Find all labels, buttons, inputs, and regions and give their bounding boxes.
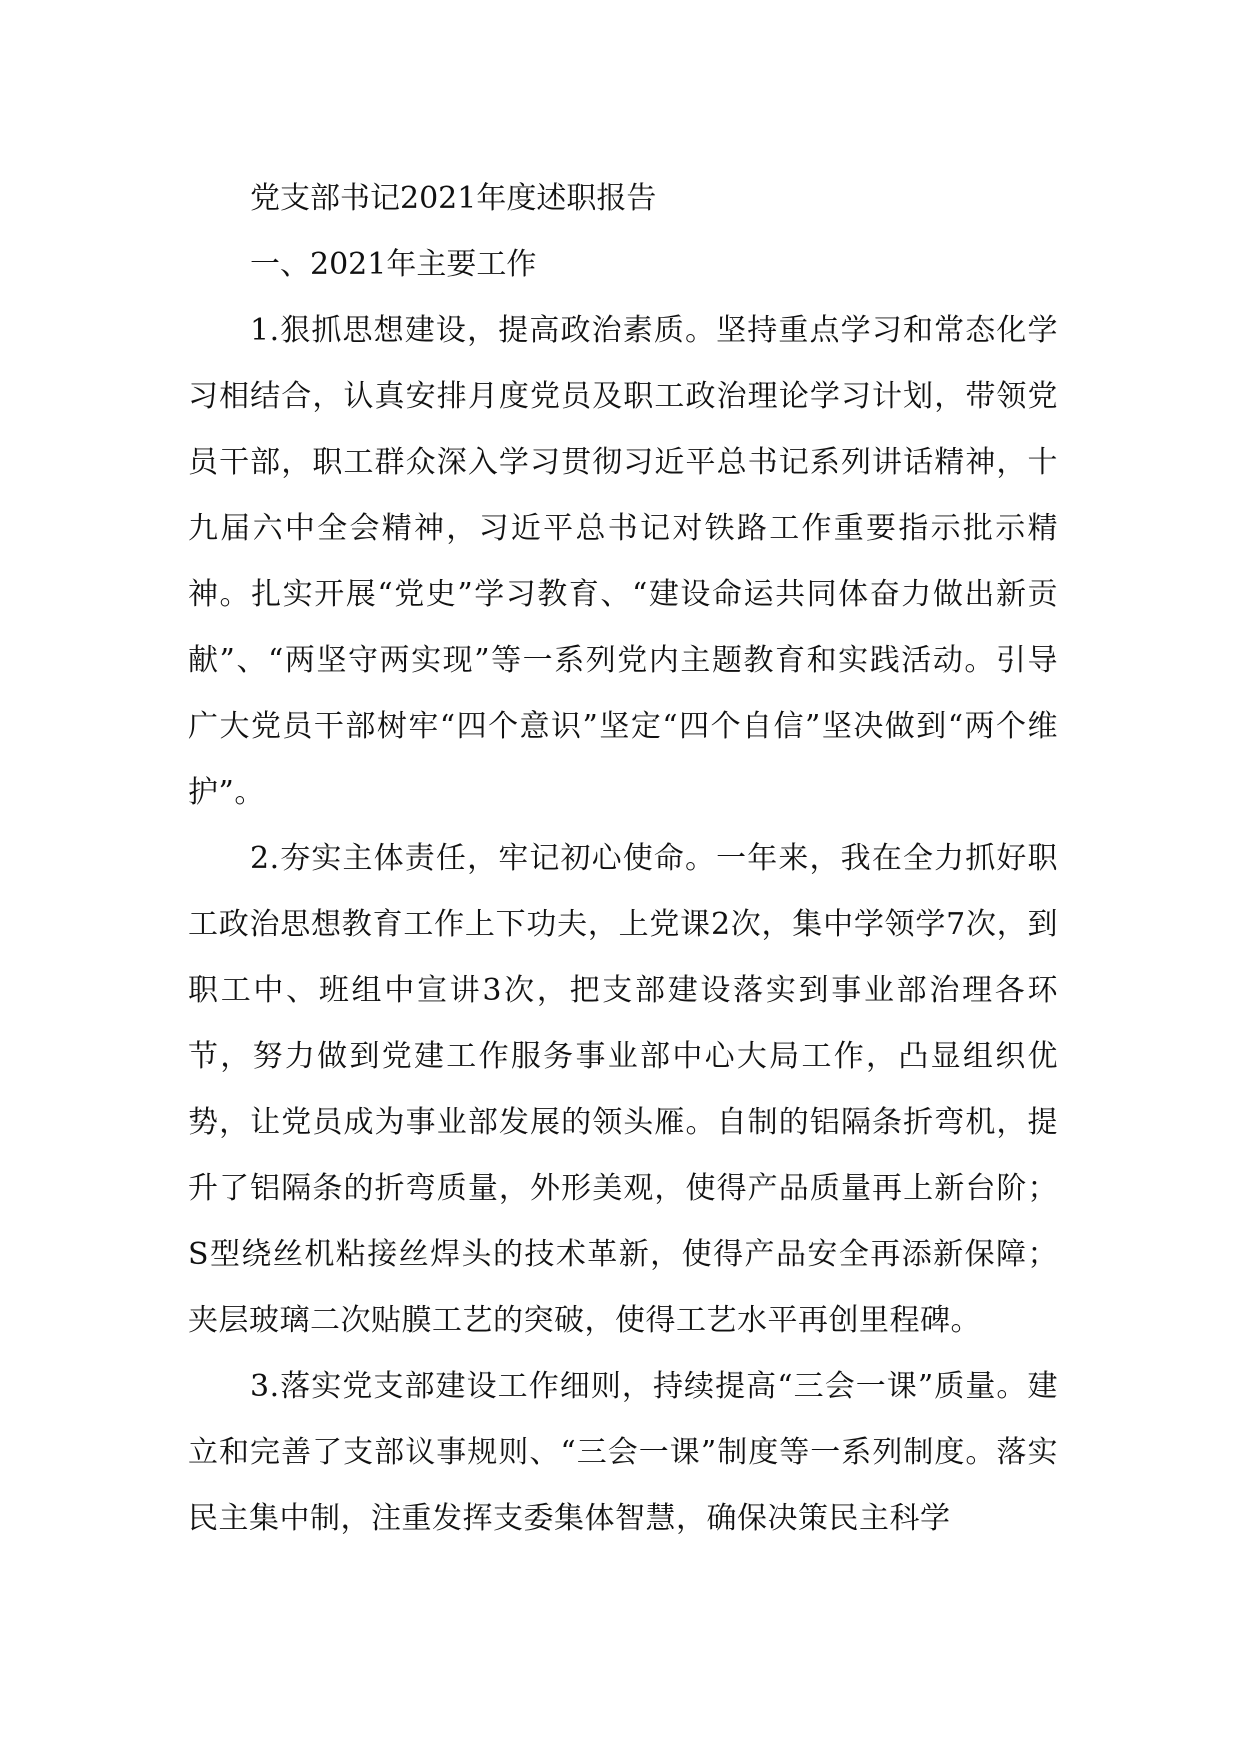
document-body [188,166,1058,1552]
paragraph-2: 2.夯实主体责任，牢记初心使命。一年来，我在全力抓好职工政治思想教育工作上下功夫，上党课2次，集中学领学7次，到职工中、班组中宣讲3次，把支部建设落实到事业部治理各环节，努力做到党建工作服务事业部中心大局工作，凸显组织优势，让党员成为事业部发展的领头雁。自制的铝隔条折弯机，提升了铝隔条的折弯质量，外形美观，使得产品质量再上新台阶；S型绕丝机粘接丝焊头的技术革新，使得产品安全再添新保障；夹层玻璃二次贴膜工艺的突破，使得工艺水平再创里程碑。 [188,841,1058,1338]
section-heading: 一、2021年主要工作 [250,247,537,282]
paragraph-1: 1.狠抓思想建设，提高政治素质。坚持重点学习和常态化学习相结合，认真安排月度党员及职工政治理论学习计划，带领党员干部，职工群众深入学习贯彻习近平总书记系列讲话精神，十九届六中全会精神，习近平总书记对铁路工作重要指示批示精神。扎实开展“党史”学习教育、“建设命运共同体奋力做出新贡献”、“两坚守两实现”等一系列党内主题教育和实践活动。引导广大党员干部树牢“四个意识”坚定“四个自信”坚决做到“两个维护”。 [188,313,1058,810]
paragraph-3: 3.落实党支部建设工作细则，持续提高“三会一课”质量。建立和完善了支部议事规则、“三会一课”制度等一系列制度。落实民主集中制，注重发挥支委集体智慧，确保决策民主科学 [188,1369,1058,1536]
document-title: 党支部书记2021年度述职报告 [250,181,657,216]
